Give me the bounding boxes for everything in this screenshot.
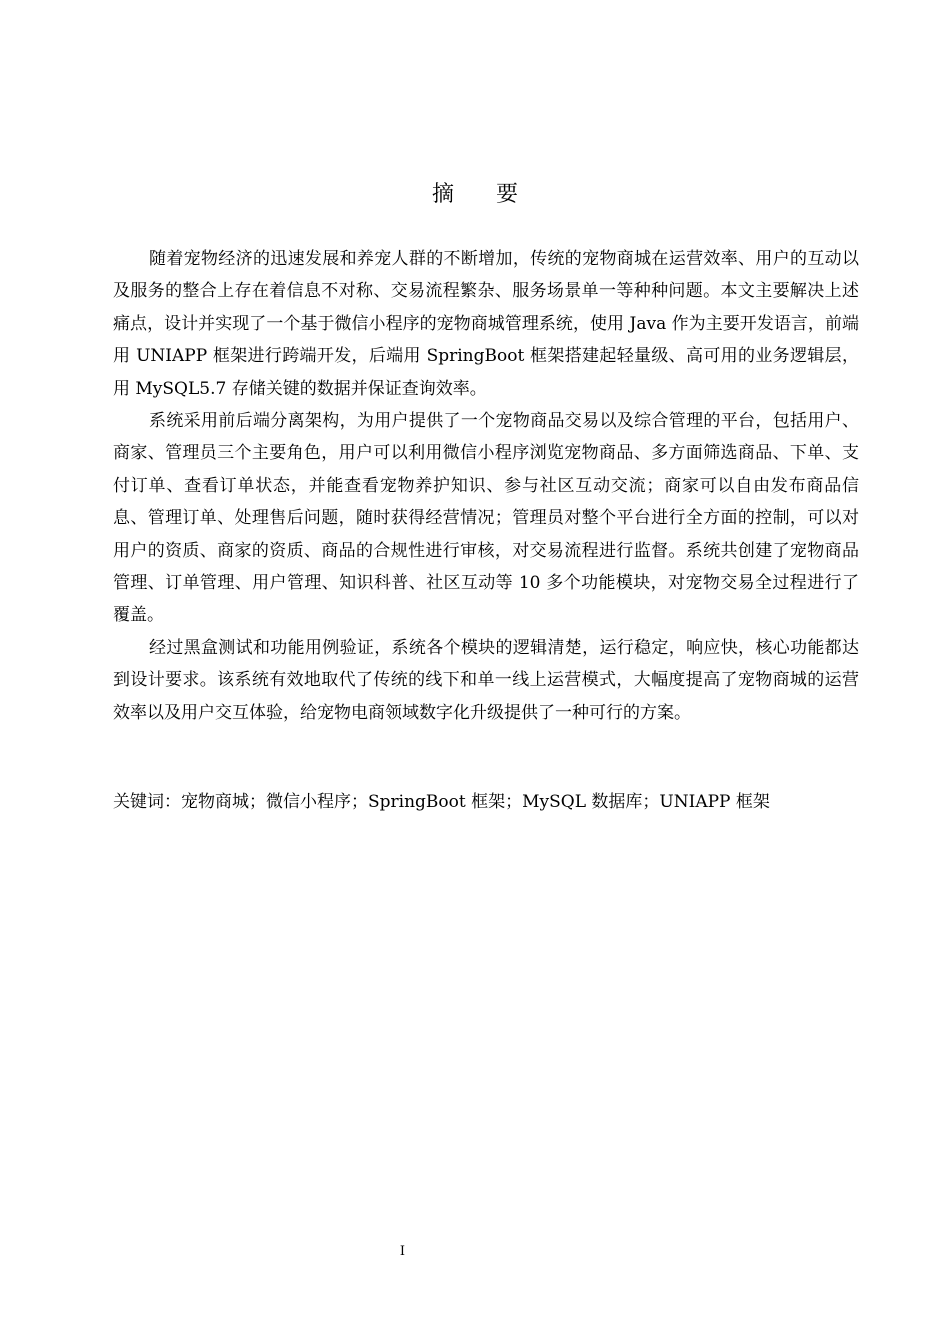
keywords-line xyxy=(113,786,859,818)
abstract-title: 摘要 xyxy=(431,182,560,207)
abstract-paragraph-2: 系统采用前后端分离架构，为用户提供了一个宠物商品交易以及综合管理的平台，包括用户、商家、管理员三个主要角色，用户可以利用微信小程序浏览宠物商品、多方面筛选商品、下单、支付订单、查看订单状态，并能查看宠物养护知识、参与社区互动交流；商家可以自由发布商品信息、管理订单、处理售后问题，随时获得经营情况；管理员对整个平台进行全方面的控制，可以对用户的资质、商家的资质、商品的合规性进行审核，对交易流程进行监督。系统共创建了宠物商品管理、订单管理、用户管理、知识科普、社区互动等 10 多个功能模块，对宠物交易全过程进行了覆盖。 xyxy=(113,411,859,626)
abstract-paragraph-1: 随着宠物经济的迅速发展和养宠人群的不断增加，传统的宠物商城在运营效率、用户的互动以及服务的整合上存在着信息不对称、交易流程繁杂、服务场景单一等种种问题。本文主要解决上述痛点，设计并实现了一个基于微信小程序的宠物商城管理系统，使用 Java 作为主要开发语言，前端用 UNIAPP 框架进行跨端开发，后端用 SpringBoot 框架搭建起轻量级、高可用的业务逻辑层，用 MySQL5.7 存储关键的数据并保证查询效率。 xyxy=(113,249,859,399)
keywords-text: 宠物商城；微信小程序；SpringBoot 框架；MySQL 数据库；UNIAPP 框架 xyxy=(181,792,770,812)
abstract-paragraph-3: 经过黑盒测试和功能用例验证，系统各个模块的逻辑清楚，运行稳定，响应快，核心功能都达到设计要求。该系统有效地取代了传统的线下和单一线上运营模式，大幅度提高了宠物商城的运营效率以及用户交互体验，给宠物电商领域数字化升级提供了一种可行的方案。 xyxy=(113,637,859,723)
page-number: I xyxy=(399,1244,406,1259)
abstract-body xyxy=(113,243,859,729)
keywords-label: 关键词： xyxy=(113,792,181,812)
